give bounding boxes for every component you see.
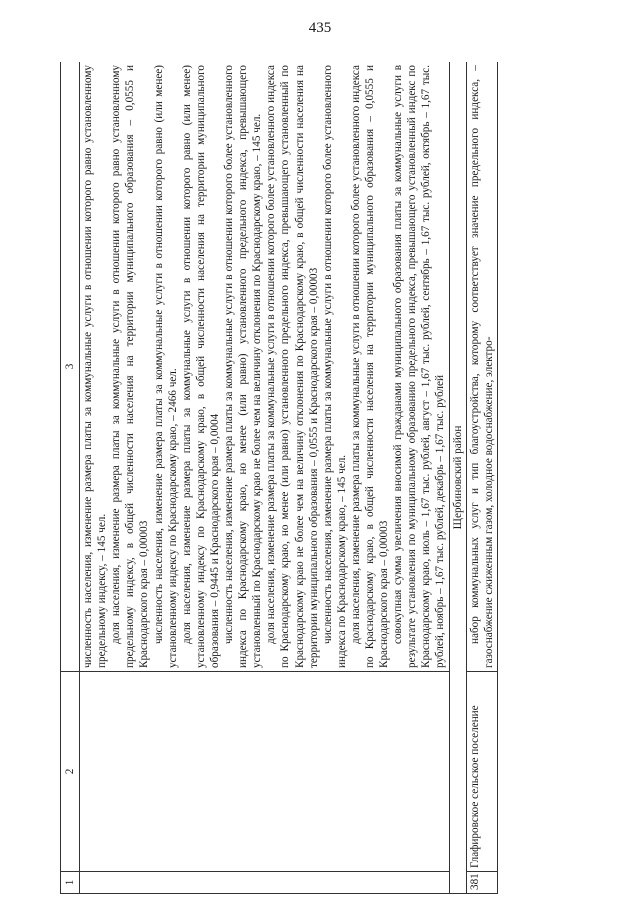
paragraph: численность населения, изменение размера платы за коммунальные услуги в отношении которого равно установленному предельному индексу, – 145 чел.: [82, 65, 109, 668]
paragraph: доля населения, изменение размера платы за коммунальные услуги в отношении которого более установленного индекса по Краснодарскому краю, но менее (или равно) установленного предельного индекса, превышающего установленный по Краснодарскому краю не более чем на величину отклонения по Краснодарскому краю, в общей численности населения на территории муниципального образования – 0,0555 и Краснодарского края – 0,00003: [265, 65, 320, 668]
description-cell: [80, 62, 449, 672]
table-section-row: [449, 62, 466, 894]
page-frame: [60, 62, 616, 894]
table-row-continuation: [80, 62, 449, 894]
header-col-2: 2: [61, 672, 80, 872]
paragraph: доля населения, изменение размера платы за коммунальные услуги в отношении которого равно (или менее) установленному индексу по Краснодарскому краю, в общей численности населения на территории муниципального образования – 0,9445 и Краснодарского края – 0,0004: [180, 65, 221, 668]
table-row-381: [466, 62, 497, 894]
row-number-cell: 381: [466, 872, 497, 894]
paragraph: численность населения, изменение размера платы за коммунальные услуги в отношении которого равно (или менее) установленному индексу по Краснодарскому краю, – 2466 чел.: [152, 65, 179, 668]
header-col-3: 3: [61, 62, 80, 672]
page-number: 435: [308, 20, 332, 36]
paragraph: совокупная сумма увеличения вносимой гражданами муниципального образования платы за коммунальные услуги в результате установления по муниципальному образованию предельного индекса, превышающего установленный индекс по Краснодарскому краю, июль – 1,67 тыс. рублей, август – 1,67 тыс. рублей, сентябрь – 1,67 тыс. рублей, октябрь – 1,67 тыс. рублей, ноябрь – 1,67 тыс. рублей, декабрь – 1,67 тыс. рублей: [392, 65, 447, 668]
description-cell: [466, 62, 497, 672]
paragraph: набор коммунальных услуг и тип благоустройства, которому соответствует значение предельного индекса, – газоснабжение сжиженным газом, холодное водоснабжение, электро-: [468, 65, 495, 668]
table-header-row: [61, 62, 80, 894]
paragraph: доля населения, изменение размера платы за коммунальные услуги в отношении которого более установленного индекса по Краснодарскому краю, в общей численности населения на территории муниципального образования – 0,0555 и Краснодарского края – 0,00003: [349, 65, 391, 668]
document-table: [60, 62, 498, 894]
section-title: Щербиновский район: [449, 62, 466, 894]
paragraph: численность населения, изменение размера платы за коммунальные услуги в отношении которого более установленного индекса по Краснодарскому краю, – 145 чел.: [321, 65, 348, 668]
row-number-cell: [80, 872, 449, 894]
rotated-table-container: [60, 62, 616, 894]
paragraph: доля населения, изменение размера платы за коммунальные услуги в отношении которого равно установленному предельному индексу, в общей численности населения на территории муниципального образования – 0,0555 и Краснодарского края – 0,00003: [110, 65, 151, 668]
header-col-1: 1: [61, 872, 80, 894]
municipality-name-cell: Глафировское сельское поселение: [466, 672, 497, 872]
paragraph: численность населения, изменение размера платы за коммунальные услуги в отношении которого более установленного индекса по Краснодарскому краю, но менее (или равно) установленного предельного индекса, превышающего установленный по Краснодарскому краю не более чем на величину отклонения по Краснодарскому краю, – 145 чел.: [223, 65, 264, 668]
municipality-name-cell: [80, 672, 449, 872]
